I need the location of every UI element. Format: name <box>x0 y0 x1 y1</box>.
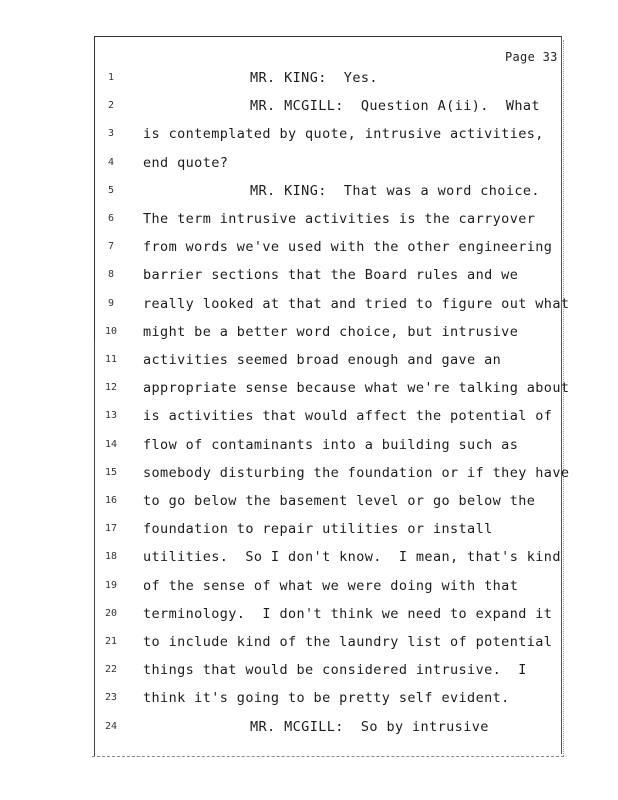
line-number: 20 <box>104 607 118 619</box>
line-number: 14 <box>104 438 118 450</box>
transcript-line <box>0 634 618 662</box>
transcript-line <box>0 549 618 577</box>
transcript-line <box>0 408 618 436</box>
line-number: 21 <box>104 636 118 647</box>
line-number: 3 <box>107 128 115 140</box>
line-text: activities seemed broad enough and gave an <box>143 352 502 368</box>
line-number: 11 <box>104 354 118 365</box>
transcript-line <box>0 155 618 183</box>
transcript-line <box>0 324 618 352</box>
transcript-line <box>0 606 618 634</box>
line-number: 24 <box>104 720 118 732</box>
line-text: is activities that would affect the potential of <box>143 408 553 425</box>
transcript-line <box>0 126 618 154</box>
line-text: from words we've used with the other engineering <box>143 239 553 256</box>
line-number: 13 <box>104 410 118 422</box>
transcript-line <box>0 578 618 606</box>
line-number: 1 <box>107 72 115 83</box>
transcript-line <box>0 267 618 295</box>
line-number: 4 <box>107 156 115 168</box>
line-text: really looked at that and tried to figure out what <box>143 295 570 312</box>
line-text: terminology. I don't think we need to expand it <box>143 605 553 622</box>
line-number: 5 <box>107 184 115 196</box>
line-number: 10 <box>104 325 118 337</box>
transcript-line <box>0 493 618 521</box>
line-number: 6 <box>107 213 115 224</box>
transcript-line <box>0 380 618 408</box>
line-text: MR. MCGILL: Question A(ii). What <box>250 98 540 115</box>
transcript-line <box>0 437 618 465</box>
footer-rule <box>92 756 564 757</box>
transcript-line <box>0 98 618 126</box>
line-text: somebody disturbing the foundation or if they have <box>143 464 570 481</box>
line-number: 22 <box>104 664 118 676</box>
line-text: of the sense of what we were doing with that <box>143 577 519 594</box>
line-text: MR. KING: That was a word choice. <box>250 182 540 199</box>
line-text: to include kind of the laundry list of potential <box>143 634 553 650</box>
line-text: is contemplated by quote, intrusive activities, <box>143 126 544 143</box>
line-text: MR. KING: Yes. <box>250 70 378 86</box>
line-text: MR. MCGILL: So by intrusive <box>250 718 489 735</box>
line-text: flow of contaminants into a building such as <box>143 436 519 453</box>
line-number: 19 <box>104 579 118 591</box>
transcript-line <box>0 70 618 98</box>
line-text: foundation to repair utilities or install <box>143 521 493 538</box>
line-number: 18 <box>104 551 118 563</box>
line-text: think it's going to be pretty self evident. <box>143 690 510 707</box>
transcript-line <box>0 239 618 267</box>
transcript-line <box>0 465 618 493</box>
transcript-line <box>0 690 618 718</box>
line-text: to go below the basement level or go below the <box>143 493 536 509</box>
line-text: things that would be considered intrusive. I <box>143 662 527 679</box>
line-number: 16 <box>104 495 118 506</box>
line-number: 9 <box>107 297 115 309</box>
line-number: 2 <box>107 100 115 112</box>
line-number: 17 <box>104 523 118 535</box>
transcript-line <box>0 521 618 549</box>
line-number: 23 <box>104 692 118 704</box>
transcript-line <box>0 183 618 211</box>
line-text: end quote? <box>143 154 229 171</box>
line-number: 12 <box>104 382 118 394</box>
transcript-line <box>0 662 618 690</box>
line-number: 15 <box>104 466 118 478</box>
line-number: 8 <box>107 269 115 281</box>
line-text: might be a better word choice, but intrusive <box>143 323 519 340</box>
transcript-line <box>0 211 618 239</box>
transcript-line <box>0 296 618 324</box>
page-number: Page 33 <box>505 50 558 64</box>
line-text: barrier sections that the Board rules and we <box>143 267 519 284</box>
transcript-line <box>0 719 618 747</box>
line-number: 7 <box>107 241 115 253</box>
line-text: utilities. So I don't know. I mean, that's kind <box>143 549 561 566</box>
line-text: appropriate sense because what we're talking about <box>143 380 570 397</box>
line-text: The term intrusive activities is the carryover <box>143 211 536 227</box>
transcript-line <box>0 352 618 380</box>
